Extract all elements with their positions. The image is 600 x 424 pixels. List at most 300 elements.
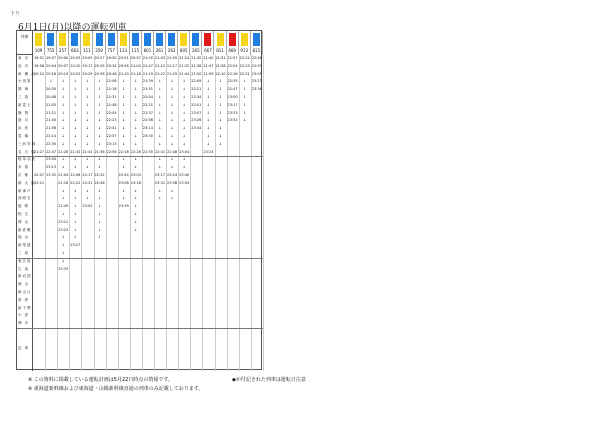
time-cell: ↓ xyxy=(122,95,126,99)
station-name: 姫 路 xyxy=(18,204,30,209)
time-cell: ↓ xyxy=(98,204,101,209)
train-number: 811 xyxy=(216,48,224,53)
station-name: 新山口 xyxy=(18,290,32,294)
time-cell: ↓ xyxy=(182,110,186,115)
time-cell: 19:51 xyxy=(33,56,45,60)
train-column-header xyxy=(251,31,263,55)
time-cell: ↓ xyxy=(219,79,222,84)
time-cell: 21:06 xyxy=(106,79,117,84)
time-cell: 22:54 xyxy=(118,173,129,177)
train-number: 805 xyxy=(179,48,188,53)
time-cell: ↓ xyxy=(206,134,210,138)
time-cell: ↓ xyxy=(122,188,126,193)
time-cell: ↓ xyxy=(134,219,138,224)
station-name: 静 岡 xyxy=(18,110,30,115)
station-name: 東 京 xyxy=(18,56,30,60)
train-type-tag xyxy=(180,33,187,46)
time-cell: 20:58 xyxy=(118,63,129,68)
time-cell: 21:28 xyxy=(58,149,69,154)
time-cell: ↓ xyxy=(182,87,186,92)
time-cell: 21:58 xyxy=(46,126,57,131)
time-cell: 22:30 xyxy=(46,141,57,146)
time-cell: 22:37 xyxy=(142,110,153,115)
station-name: 博 多 xyxy=(18,321,30,326)
section-divider xyxy=(17,328,263,329)
time-cell: 22:07 xyxy=(33,173,45,177)
time-cell: ↓ xyxy=(182,79,186,84)
time-cell: 23:54 xyxy=(179,180,190,185)
time-cell: ↓ xyxy=(73,110,77,115)
time-cell: 21:04 xyxy=(130,63,141,68)
time-cell: ↓ xyxy=(219,102,222,107)
time-cell: 23:40 xyxy=(179,173,190,177)
time-cell: ↓ xyxy=(98,196,101,201)
time-cell: ↓ xyxy=(206,126,210,131)
train-column-header xyxy=(33,31,45,55)
station-name: 相 生 xyxy=(18,212,30,216)
train-column-header xyxy=(106,31,118,55)
time-cell: 23:04 xyxy=(130,173,141,177)
time-cell: ↓ xyxy=(85,134,89,138)
station-name: 東広島 xyxy=(18,258,32,263)
train-type-tag xyxy=(168,33,175,46)
station-name: 品 川 xyxy=(18,63,30,68)
time-cell: 20:16 xyxy=(46,71,57,76)
time-cell: 22:10 xyxy=(215,71,226,76)
time-cell: 21:30 xyxy=(191,56,202,60)
time-cell: 23:00 xyxy=(227,95,238,99)
time-cell: ↓ xyxy=(134,204,138,209)
time-cell: 21:38 xyxy=(191,63,202,68)
time-cell: ↓ xyxy=(158,95,162,99)
station-name: 徳 山 xyxy=(18,282,30,287)
time-cell: ↓ xyxy=(122,134,126,138)
time-cell: 20:17 xyxy=(82,63,93,68)
time-cell: ↓ xyxy=(85,157,89,162)
time-cell: 21:10 xyxy=(154,63,166,68)
time-cell: 20:35 xyxy=(46,87,57,92)
time-cell: ↓ xyxy=(61,243,65,248)
time-cell: ↓ xyxy=(85,141,89,146)
time-cell: ↓ xyxy=(61,110,65,115)
train-column-header xyxy=(227,31,239,55)
station-name: 新尾道 xyxy=(18,243,32,248)
station-name: 京 都 xyxy=(18,173,30,177)
station-name: 熱 海 xyxy=(18,87,30,92)
train-type-tag xyxy=(120,33,127,46)
time-cell: ↓ xyxy=(219,141,222,146)
time-cell: ↓ xyxy=(61,157,65,162)
time-cell: ↓ xyxy=(182,95,186,99)
station-column xyxy=(17,55,36,371)
time-cell: ↓ xyxy=(170,157,174,162)
train-type-tag xyxy=(192,33,199,46)
station-name: 新神戸 xyxy=(18,188,32,193)
time-cell: ↓ xyxy=(85,79,89,84)
time-cell: ↓ xyxy=(85,196,89,201)
time-cell: ↓ xyxy=(243,102,247,107)
time-cell: ↓ xyxy=(73,219,77,224)
time-cell: 22:12 xyxy=(239,56,250,60)
time-cell: ↓ xyxy=(158,141,162,146)
station-name: 掛 川 xyxy=(18,118,30,123)
timetable xyxy=(16,30,262,370)
time-cell: ↓ xyxy=(158,102,162,107)
station-name: 西明石 xyxy=(18,196,32,201)
time-cell: ↓ xyxy=(170,165,174,170)
time-cell: ↓ xyxy=(73,134,77,138)
station-name: 三 島 xyxy=(18,95,30,99)
time-cell: 19:58 xyxy=(33,63,45,68)
time-cell: 23:24 xyxy=(167,173,178,177)
time-cell: ↓ xyxy=(182,134,186,138)
station-name: 三 原 xyxy=(18,251,30,255)
time-cell: 23:30 xyxy=(142,134,153,138)
time-cell: 22:46 xyxy=(94,180,105,185)
time-cell: 20:26 xyxy=(94,63,105,68)
time-cell: ↓ xyxy=(134,141,138,146)
time-cell: ↓ xyxy=(61,134,65,138)
time-cell: ↓ xyxy=(206,110,210,115)
time-cell: 21:07 xyxy=(142,63,153,68)
time-cell: ↓ xyxy=(134,126,138,131)
time-cell: ↓ xyxy=(206,102,210,107)
station-name: 新下関 xyxy=(18,305,32,310)
train-number: 259 xyxy=(95,48,103,53)
section-divider xyxy=(17,258,263,259)
time-cell: 22:56 xyxy=(142,118,153,123)
time-cell: ↓ xyxy=(73,196,77,201)
train-column-header xyxy=(239,31,251,55)
station-name: 小田原 xyxy=(18,79,32,84)
time-cell: ↓ xyxy=(98,219,101,224)
time-cell: 21:21 xyxy=(46,110,57,115)
footer-notes xyxy=(28,376,203,394)
train-type-tag xyxy=(229,33,236,46)
time-cell: ↓ xyxy=(134,118,138,123)
time-cell: 23:02 xyxy=(82,204,93,209)
time-cell: ↓ xyxy=(122,87,126,92)
time-cell: ↓ xyxy=(98,95,101,99)
time-cell: 23:00 xyxy=(46,157,57,162)
train-number: 667 xyxy=(204,48,212,53)
time-cell: 23:38 xyxy=(167,180,178,185)
time-cell: 20:03 xyxy=(70,56,81,60)
train-column-header xyxy=(202,31,214,55)
time-cell: ↓ xyxy=(73,95,77,99)
time-cell: ↓ xyxy=(158,87,162,92)
time-cell: 19:57 xyxy=(46,56,57,60)
time-cell: 23:07 xyxy=(191,110,202,115)
station-name: 新岩国 xyxy=(18,274,32,279)
time-cell: 21:03 xyxy=(154,56,166,60)
time-cell: 20:10 xyxy=(70,63,81,68)
time-cell: 21:56 xyxy=(94,149,105,154)
station-name: 広 島 xyxy=(18,266,30,271)
time-cell: ↓ xyxy=(158,110,162,115)
time-cell: 22:14 xyxy=(46,134,57,138)
station-name: 名 古 屋 xyxy=(18,149,36,154)
time-cell: ↓ xyxy=(61,188,65,193)
time-cell: ↓ xyxy=(134,102,138,107)
time-cell: ↓ xyxy=(73,79,77,84)
time-cell: ↓ xyxy=(61,235,65,240)
footer-note-1: ※ この資料に掲載している運転計画は5月22日時点の情報です。 xyxy=(28,377,173,383)
train-number: 913 xyxy=(240,48,249,53)
train-type-tag xyxy=(59,33,66,46)
train-type-tag xyxy=(35,33,42,46)
time-cell: ↓ xyxy=(98,235,101,240)
time-cell: 22:04 xyxy=(227,63,238,68)
time-cell: 22:46 xyxy=(251,56,262,60)
time-cell: ↓ xyxy=(49,79,53,84)
station-name: 岡 山 xyxy=(18,219,30,224)
page-title: 6月1日(月)以降の運転列車 xyxy=(18,23,127,33)
time-cell: 22:19 xyxy=(239,63,250,68)
time-cell: 20:00 xyxy=(58,56,69,60)
time-cell: ↓ xyxy=(122,118,126,123)
time-cell: 21:44 xyxy=(179,71,190,76)
time-cell: 23:24 xyxy=(203,149,214,154)
time-cell: 22:08 xyxy=(70,173,81,177)
train-type-tag xyxy=(108,33,115,46)
train-number: 757 xyxy=(107,48,115,53)
timetable-body xyxy=(17,55,263,371)
time-cell: 23:18 xyxy=(130,180,141,185)
time-cell: 21:24 xyxy=(179,56,190,60)
time-cell: ↓ xyxy=(243,95,247,99)
time-cell: ↓ xyxy=(98,110,101,115)
time-cell: 23:23 xyxy=(251,79,262,84)
time-cell: 20:29 xyxy=(82,71,93,76)
time-cell: ↓ xyxy=(85,126,89,131)
time-cell: ↓ xyxy=(219,126,222,131)
time-cell: 20:46 xyxy=(106,71,117,76)
time-cell: 21:16 xyxy=(130,71,141,76)
time-cell: 21:31 xyxy=(106,95,117,99)
train-number: 109 xyxy=(34,48,43,53)
time-cell: ↓ xyxy=(73,165,77,170)
time-cell: ↓ xyxy=(219,87,222,92)
direction-label: 下り xyxy=(10,11,21,17)
time-cell: 23:39 xyxy=(118,204,129,209)
time-cell: 23:23 xyxy=(58,227,69,232)
time-cell: 21:40 xyxy=(203,56,214,60)
remarks-label: 記 事 xyxy=(18,346,30,350)
time-cell: ↓ xyxy=(134,188,138,193)
time-cell: 21:22 xyxy=(154,71,166,76)
time-cell: 22:04 xyxy=(142,95,153,99)
time-cell: ↓ xyxy=(158,196,162,201)
time-cell: ↓ xyxy=(73,212,77,216)
time-cell: ↓ xyxy=(158,188,162,193)
time-cell: ↓ xyxy=(170,196,174,201)
train-column-header xyxy=(130,31,142,55)
train-column-header xyxy=(166,31,178,55)
time-cell: ↓ xyxy=(134,87,138,92)
time-cell: 23:27 xyxy=(70,243,81,248)
time-cell: 22:49 xyxy=(58,204,69,209)
time-cell: 22:47 xyxy=(227,87,238,92)
time-cell: ↓ xyxy=(134,212,138,216)
time-cell: 23:14 xyxy=(142,126,153,131)
time-cell: 23:31 xyxy=(154,180,166,185)
time-cell: ↓ xyxy=(61,126,65,131)
time-cell: 23:04 xyxy=(179,149,190,154)
station-name: 福 山 xyxy=(18,235,30,240)
station-name: 米 原 xyxy=(18,165,30,170)
time-cell: ↓ xyxy=(98,102,101,107)
station-name: 新 大 阪 xyxy=(18,180,36,185)
time-cell: 21:17 xyxy=(167,63,178,68)
time-cell: ↓ xyxy=(206,87,210,92)
time-cell: 22:57 xyxy=(106,134,117,138)
time-cell: ↓ xyxy=(85,87,89,92)
time-cell: ↓ xyxy=(134,196,138,201)
time-cell: 20:04 xyxy=(46,63,57,68)
time-cell: 20:27 xyxy=(94,56,105,60)
time-cell: 21:19 xyxy=(142,71,153,76)
time-cell: 21:27 xyxy=(33,149,45,154)
station-name: 新倉敷 xyxy=(18,227,32,232)
time-cell: ↓ xyxy=(98,87,101,92)
time-cell: ↓ xyxy=(170,188,174,193)
time-cell: ↓ xyxy=(219,118,222,123)
time-cell: 20:34 xyxy=(106,63,117,68)
time-cell: ↓ xyxy=(61,118,65,123)
train-number: 755 xyxy=(46,48,55,53)
time-cell: ↓ xyxy=(170,79,174,84)
time-cell: ↓ xyxy=(98,165,101,170)
train-column-header xyxy=(178,31,190,55)
station-name: 浜 松 xyxy=(18,126,30,131)
time-cell: 23:52 xyxy=(227,118,238,123)
train-type-tag xyxy=(83,33,90,46)
time-cell: ↓ xyxy=(182,141,186,146)
station-name: 豊 橋 xyxy=(18,134,30,138)
train-number: 263 xyxy=(167,48,176,53)
time-cell: 23:05 xyxy=(251,71,262,76)
time-cell: ↓ xyxy=(61,79,65,84)
time-cell: 22:32 xyxy=(94,173,105,177)
time-cell: ↓ xyxy=(206,95,210,99)
time-cell: 22:31 xyxy=(82,180,93,185)
time-cell: 20:09 xyxy=(82,56,93,60)
time-cell: 21:10 xyxy=(118,71,129,76)
train-column-header xyxy=(57,31,69,55)
train-number: 265 xyxy=(192,48,200,53)
time-cell: ↓ xyxy=(243,110,247,115)
time-cell: ↓ xyxy=(61,212,65,216)
train-column-header xyxy=(215,31,227,55)
time-cell: ↓ xyxy=(170,141,174,146)
time-cell: ↓ xyxy=(134,95,138,99)
train-type-tag xyxy=(204,33,211,46)
time-cell: ↓ xyxy=(158,79,162,84)
time-cell: ↓ xyxy=(73,87,77,92)
time-cell: ↓ xyxy=(170,87,174,92)
time-cell: ↓ xyxy=(243,118,247,123)
train-type-tag xyxy=(96,33,103,46)
time-cell: ↓ xyxy=(61,95,65,99)
train-column-header xyxy=(118,31,130,55)
time-cell: 23:32 xyxy=(46,173,57,177)
time-cell: 20:30 xyxy=(106,56,117,60)
time-cell: ↓ xyxy=(61,141,65,146)
time-cell: 23:26 xyxy=(191,118,202,123)
time-cell: ↓ xyxy=(73,235,77,240)
time-cell: 22:17 xyxy=(82,173,93,177)
time-cell: ↓ xyxy=(170,134,174,138)
time-cell: 21:41 xyxy=(82,149,93,154)
time-cell: 20:19 xyxy=(58,71,69,76)
station-name: 三河安城 xyxy=(18,141,36,146)
train-number: 801 xyxy=(143,48,152,53)
time-cell: ↓ xyxy=(73,126,77,131)
time-cell: 21:29 xyxy=(167,71,178,76)
station-name: 新富士 xyxy=(18,102,32,107)
train-type-tag xyxy=(253,33,260,46)
station-name: 小 倉 xyxy=(18,313,30,318)
train-column-header xyxy=(142,31,154,55)
time-cell: 21:51 xyxy=(215,56,226,60)
time-cell: ↓ xyxy=(219,134,222,138)
time-cell: ↓ xyxy=(98,227,101,232)
time-cell: 22:35 xyxy=(142,149,153,154)
time-cell: ↓ xyxy=(122,79,126,84)
time-cell: ↓ xyxy=(122,126,126,131)
time-cell: 22:35 xyxy=(227,79,238,84)
time-cell: ↓ xyxy=(61,165,65,170)
time-cell: ↓ xyxy=(73,141,77,146)
time-cell: 22:21 xyxy=(142,102,153,107)
time-cell: ↓ xyxy=(61,102,65,107)
time-cell: ↓ xyxy=(158,126,162,131)
time-cell: 22:47 xyxy=(46,149,57,154)
timetable-corner: 列車 xyxy=(17,31,33,55)
time-cell: ↓ xyxy=(98,126,101,131)
time-cell: ↓ xyxy=(61,87,65,92)
time-cell: ↓ xyxy=(98,134,101,138)
time-cell: ↓ xyxy=(158,118,162,123)
time-cell: 20:48 xyxy=(46,95,57,99)
time-cell: 23:44 xyxy=(191,126,202,131)
time-cell: 23:33 xyxy=(227,110,238,115)
station-name: 新 横 浜 xyxy=(18,71,36,76)
time-cell: ↓ xyxy=(85,188,89,193)
time-cell: 22:56 xyxy=(106,149,117,154)
time-cell: 22:34 xyxy=(191,95,202,99)
time-cell: 20:22 xyxy=(70,71,81,76)
train-column-header xyxy=(154,31,166,55)
time-cell: ↓ xyxy=(73,204,77,209)
time-cell: 21:40 xyxy=(46,118,57,123)
train-type-tag xyxy=(71,33,78,46)
time-cell: ↓ xyxy=(98,188,101,193)
time-cell: 20:57 xyxy=(130,56,141,60)
time-cell: 21:09 xyxy=(167,56,178,60)
time-cell: ↓ xyxy=(61,251,65,255)
time-cell: ↓ xyxy=(219,95,222,99)
time-cell: ↓ xyxy=(182,157,186,162)
time-cell: 22:22 xyxy=(70,180,81,185)
time-cell: 22:09 xyxy=(191,79,202,84)
time-cell: ↓ xyxy=(85,95,89,99)
time-cell: 21:59 xyxy=(203,71,214,76)
time-cell: ↓ xyxy=(73,157,77,162)
time-cell: 21:47 xyxy=(203,63,214,68)
time-cell: 22:21 xyxy=(33,180,45,185)
